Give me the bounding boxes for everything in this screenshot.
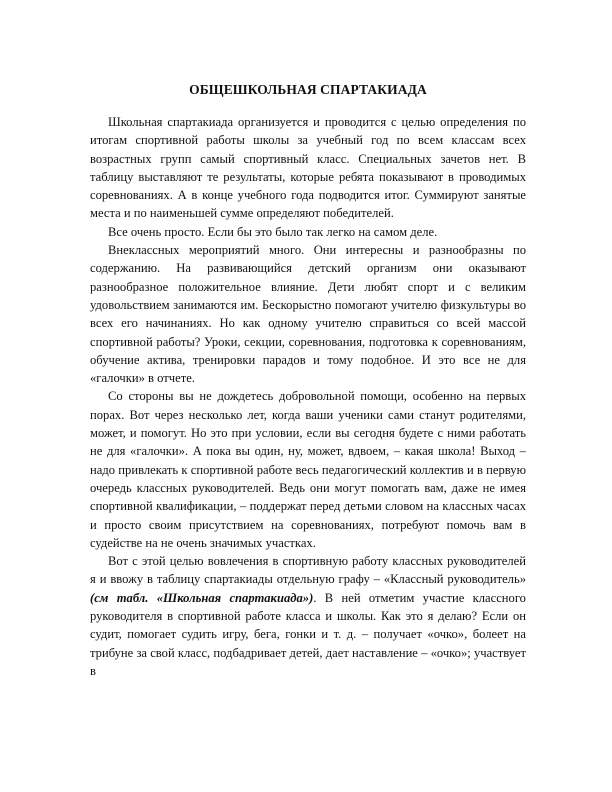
paragraph-simple: Все очень просто. Если бы это было так легко на самом деле. [108,224,438,239]
paragraph-class-teacher [90,552,526,680]
document-title: ОБЩЕШКОЛЬНАЯ СПАРТАКИАДА [189,82,427,97]
paragraph-class-teacher-end: . В ней отметим участие классного руководителя в спортивной работе класса и школы. Как это я делаю? Если он судит, помогает судить игру, бега, гонки и т. д. – получает «очко», болеет на трибуне за свой класс, подбадривает детей, дает наставление – «очко»; участвует в [90,590,526,678]
paragraph-spartakiad-definition: Школьная спартакиада организуется и проводится с целью определения по итогам спортивной работы школы за учебный год по всем классам всех возрастных групп самый спортивный класс. Специальных зачетов нет. В таблицу выставляют те результаты, которые ребята показывают в проводимых соревнованиях. А в конце учебного года подводится итог. Суммируют занятые места и по наименьшей сумме определяют победителей. [90,115,526,221]
table-reference: (см табл. «Школьная спартакиада») [90,590,314,605]
paragraph-help: Со стороны вы не дождетесь добровольной помощи, особенно на первых порах. Вот через несколько лет, когда ваши ученики сами станут родителями, может, и помогут. Но это при условии, если вы сегодня будете с ними работать не для «галочки». А пока вы один, ну, может, вдвоем, – какая школа! Выход – надо привлекать к спортивной работе весь педагогический коллектив и в первую очередь классных руководителей. Ведь они могут помогать вам, даже не имея спортивной квалификации, – поддержат перед детьми словом на классных часах и просто своим присутствием на соревнованиях, потребуют помочь вам в судействе на не очень значимых участках. [90,389,526,550]
paragraph-extracurricular: Внеклассных мероприятий много. Они интересны и разнообразны по содержанию. На развивающийся детский организм они оказывают разнообразное положительное влияние. Дети любят спорт и с великим удовольствием занимаются им. Бескорыстно помогают учителю физкультуры во всех его начинаниях. Но как одному учителю справиться со всей массой спортивной работы? Уроки, секции, соревнования, подготовка к соревнованиям, обучение актива, тренировки парадов и тому подобное. И это все не для «галочки» в отчете. [90,243,526,386]
paragraph-class-teacher-start: Вот с этой целью вовлечения в спортивную работу классных руководителей я и ввожу в таблицу спартакиады отдельную графу – «Классный руководитель» [90,554,526,587]
